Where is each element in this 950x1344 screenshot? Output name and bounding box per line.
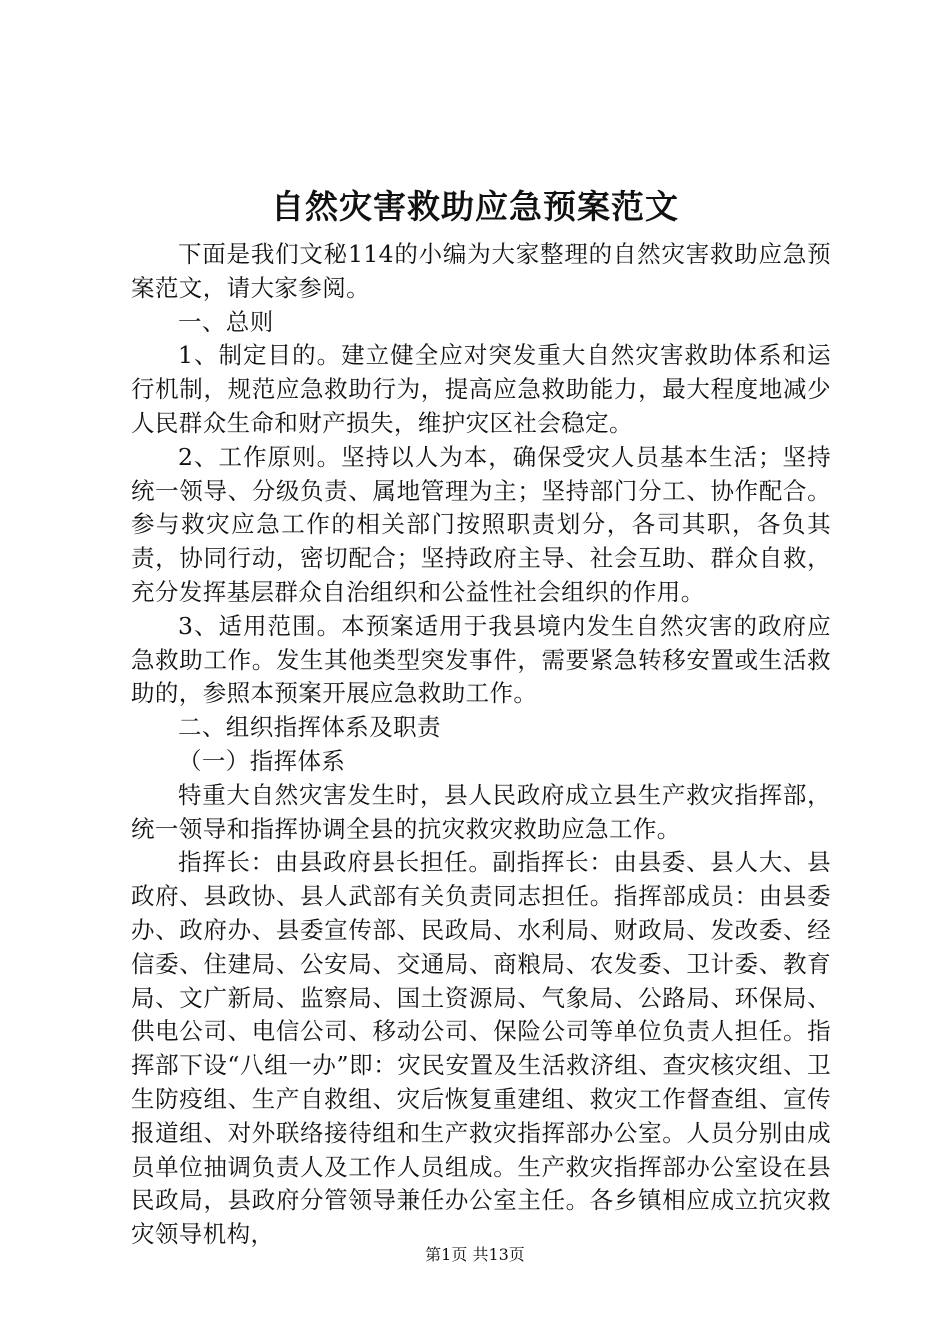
paragraph-intro: 下面是我们文秘114的小编为大家整理的自然灾害救助应急预案范文，请大家参阅。 <box>131 240 831 302</box>
paragraph-command-members: 指挥长：由县政府县长担任。副指挥长：由县委、县人大、县政府、县政协、县人武部有关负责同志担任。指挥部成员：由县委办、政府办、县委宣传部、民政局、水利局、财政局、发改委、经信委、住建局、公安局、交通局、商粮局、农发委、卫计委、教育局、文广新局、监察局、国土资源局、气象局、公路局、环保局、供电公司、电信公司、移动公司、保险公司等单位负责人担任。指挥部下设“八组一办”即：灾民安置及生活救济组、查灾核灾组、卫生防疫组、生产自救组、灾后恢复重建组、救灾工作督查组、宣传报道组、对外联络接待组和生产救灾指挥部办公室。人员分别由成员单位抽调负责人及工作人员组成。生产救灾指挥部办公室设在县民政局，县政府分管领导兼任办公室主任。各乡镇相应成立抗灾救灾领导机构， <box>131 848 831 1249</box>
document-body <box>131 238 831 1252</box>
paragraph-purpose: 1、制定目的。建立健全应对突发重大自然灾害救助体系和运行机制，规范应急救助行为，提高应急救助能力，最大程度地减少人民群众生命和财产损失，维护灾区社会稳定。 <box>131 341 831 437</box>
section-heading-general: 一、总则 <box>178 307 274 336</box>
paragraph-principles: 2、工作原则。坚持以人为本，确保受灾人员基本生活；坚持统一领导、分级负责、属地管理为主；坚持部门分工、协作配合。参与救灾应急工作的相关部门按照职责划分，各司其职，各负其责，协同行动，密切配合；坚持政府主导、社会互助、群众自救，充分发挥基层群众自治组织和公益性社会组织的作用。 <box>131 442 831 606</box>
subsection-heading-command: （一）指挥体系 <box>178 746 346 775</box>
section-heading-organization: 二、组织指挥体系及职责 <box>178 713 441 742</box>
document-title: 自然灾害救助应急预案范文 <box>271 187 679 226</box>
page-footer: 第1页 共13页 <box>425 1245 525 1264</box>
paragraph-command-setup: 特重大自然灾害发生时，县人民政府成立县生产救灾指挥部，统一领导和指挥协调全县的抗灾救灾救助应急工作。 <box>131 780 831 843</box>
paragraph-scope: 3、适用范围。本预案适用于我县境内发生自然灾害的政府应急救助工作。发生其他类型突发事件，需要紧急转移安置或生活救助的，参照本预案开展应急救助工作。 <box>131 611 831 708</box>
